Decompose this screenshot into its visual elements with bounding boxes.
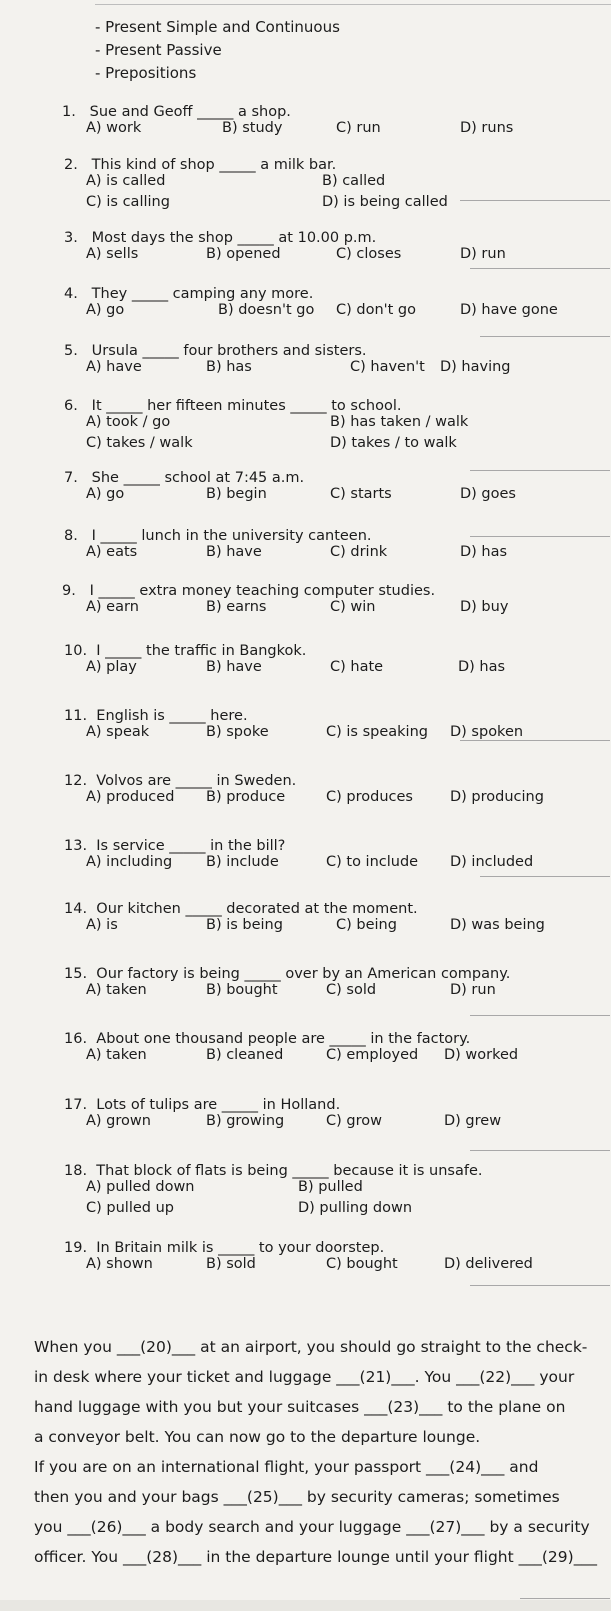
option-c: C) is calling [86,194,170,210]
option-d: D) run [450,982,496,998]
option-d: D) have gone [460,302,558,318]
option-c: C) grow [326,1113,382,1129]
paragraph-line: then you and your bags ___(25)___ by security cameras; sometimes [34,1488,560,1506]
question-stem: 5. Ursula _____ four brothers and sisters. [64,343,367,359]
paragraph-line: a conveyor belt. You can now go to the departure lounge. [34,1428,481,1446]
question-stem: 15. Our factory is being _____ over by an American company. [64,966,511,982]
option-d: D) runs [460,120,514,136]
option-c: C) drink [330,544,388,560]
option-c: C) don't go [336,302,417,318]
question-12 [64,773,584,810]
paragraph-line: officer. You ___(28)___ in the departure lounge until your flight ___(29)___ [34,1548,597,1566]
option-c: C) run [336,120,381,136]
option-b: B) opened [206,246,281,262]
option-c: C) to include [326,854,419,870]
paragraph-line: you ___(26)___ a body search and your luggage ___(27)___ by a security [34,1518,590,1536]
option-c: C) pulled up [86,1200,174,1216]
option-d: D) grew [444,1113,502,1129]
option-b: B) pulled [298,1179,363,1195]
option-a: A) produced [86,789,175,805]
option-b: B) bought [206,982,278,998]
option-a: A) is called [86,173,166,189]
question-9 [62,583,582,620]
paragraph-line: in desk where your ticket and luggage ___(21)___. You ___(22)___ your [34,1368,575,1386]
question-17 [64,1097,584,1134]
cloze-paragraph [34,1332,597,1572]
option-a: A) have [86,359,142,375]
topic-item: - Present Simple and Continuous [95,18,340,36]
option-b: B) doesn't go [218,302,315,318]
option-a: A) play [86,659,137,675]
option-d: D) has [460,544,508,560]
option-c: C) takes / walk [86,435,193,451]
option-a: A) including [86,854,173,870]
option-d: D) included [450,854,534,870]
topic-item: - Present Passive [95,41,222,59]
option-d: D) buy [460,599,509,615]
option-d: D) delivered [444,1256,533,1272]
option-b: B) sold [206,1256,256,1272]
option-d: D) takes / to walk [330,435,457,451]
question-2 [64,157,584,215]
option-c: C) being [336,917,397,933]
option-a: A) taken [86,982,147,998]
rule-line [470,1015,610,1016]
option-a: A) taken [86,1047,147,1063]
question-stem: 14. Our kitchen _____ decorated at the moment. [64,901,418,917]
rule-line [520,1598,610,1599]
question-stem: 10. I _____ the traffic in Bangkok. [64,643,307,659]
rule-line [480,876,610,877]
option-a: A) earn [86,599,139,615]
paragraph-line: hand luggage with you but your suitcases ___(23)___ to the plane on [34,1398,566,1416]
question-stem: 18. That block of flats is being _____ because it is unsafe. [64,1163,483,1179]
paragraph-line: When you ___(20)___ at an airport, you should go straight to the check- [34,1338,588,1356]
option-d: D) producing [450,789,544,805]
option-b: B) earns [206,599,267,615]
option-c: C) win [330,599,376,615]
rule-line [480,336,610,337]
question-4 [64,286,584,323]
option-a: A) go [86,486,125,502]
option-b: B) cleaned [206,1047,284,1063]
question-13 [64,838,584,875]
option-a: A) work [86,120,142,136]
option-a: A) is [86,917,118,933]
question-stem: 7. She _____ school at 7:45 a.m. [64,470,305,486]
question-1 [62,104,582,141]
question-15 [64,966,584,1003]
question-stem: 12. Volvos are _____ in Sweden. [64,773,297,789]
option-c: C) hate [330,659,384,675]
option-c: C) produces [326,789,413,805]
option-a: A) pulled down [86,1179,195,1195]
option-b: B) spoke [206,724,269,740]
option-d: D) spoken [450,724,524,740]
topic-list [95,16,340,85]
option-d: D) was being [450,917,545,933]
option-b: B) is being [206,917,283,933]
option-b: B) begin [206,486,267,502]
option-a: A) grown [86,1113,151,1129]
option-b: B) has taken / walk [330,414,469,430]
option-d: D) is being called [322,194,448,210]
option-c: C) closes [336,246,402,262]
option-c: C) employed [326,1047,419,1063]
question-5 [64,343,584,380]
question-7 [64,470,584,507]
question-16 [64,1031,584,1068]
option-b: B) has [206,359,252,375]
option-c: C) haven't [350,359,425,375]
question-3 [64,230,584,267]
option-b: B) growing [206,1113,285,1129]
option-d: D) having [440,359,511,375]
option-a: A) go [86,302,125,318]
option-b: B) study [222,120,283,136]
option-b: B) have [206,659,262,675]
question-stem: 13. Is service _____ in the bill? [64,838,286,854]
option-d: D) pulling down [298,1200,413,1216]
question-stem: 8. I _____ lunch in the university canteen. [64,528,372,544]
option-b: B) called [322,173,386,189]
option-d: D) goes [460,486,516,502]
question-stem: 9. I _____ extra money teaching computer studies. [62,583,436,599]
option-a: A) speak [86,724,150,740]
option-d: D) run [460,246,506,262]
question-stem: 4. They _____ camping any more. [64,286,314,302]
rule-line [470,268,610,269]
top-rule [95,4,611,5]
question-stem: 19. In Britain milk is _____ to your doorstep. [64,1240,385,1256]
option-b: B) have [206,544,262,560]
question-stem: 16. About one thousand people are _____ in the factory. [64,1031,471,1047]
question-stem: 3. Most days the shop _____ at 10.00 p.m. [64,230,377,246]
option-c: C) sold [326,982,377,998]
rule-line [470,1285,610,1286]
question-stem: 2. This kind of shop _____ a milk bar. [64,157,337,173]
question-stem: 17. Lots of tulips are _____ in Holland. [64,1097,341,1113]
question-10 [64,643,584,680]
topic-item: - Prepositions [95,64,197,82]
page-bottom-edge [0,1600,611,1611]
question-stem: 1. Sue and Geoff _____ a shop. [62,104,291,120]
question-18 [64,1163,584,1221]
option-a: A) took / go [86,414,171,430]
option-d: D) has [458,659,506,675]
option-b: B) produce [206,789,286,805]
option-c: C) is speaking [326,724,428,740]
rule-line [470,1150,610,1151]
option-a: A) sells [86,246,139,262]
question-stem: 11. English is _____ here. [64,708,248,724]
question-19 [64,1240,584,1277]
paragraph-line: If you are on an international flight, your passport ___(24)___ and [34,1458,539,1476]
option-a: A) eats [86,544,138,560]
question-14 [64,901,584,938]
option-a: A) shown [86,1256,153,1272]
option-c: C) bought [326,1256,398,1272]
question-stem: 6. It _____ her fifteen minutes _____ to school. [64,398,402,414]
question-11 [64,708,584,745]
question-8 [64,528,584,565]
question-6 [64,398,584,456]
option-d: D) worked [444,1047,519,1063]
option-c: C) starts [330,486,392,502]
option-b: B) include [206,854,279,870]
